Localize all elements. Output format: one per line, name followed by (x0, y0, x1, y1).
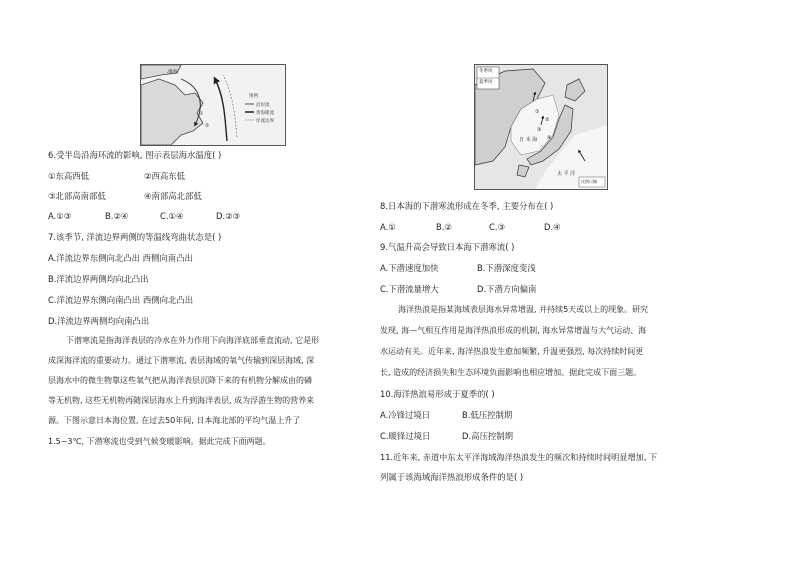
q8-choice-b: B.② (436, 222, 452, 232)
q6-choice-b: B.②④ (105, 211, 129, 221)
scale-note: 比例尺略 (581, 179, 597, 184)
q8-choice-d: D.④ (544, 222, 561, 232)
point-2: ② (545, 117, 550, 123)
japan-sea-map (474, 64, 608, 190)
q6-option-4: ④南部高北部低 (144, 191, 202, 201)
heatwave-passage-line-1: 海洋热浪是指某海域表层海水异常增温, 并持续5天或以上的现象。研究 (398, 305, 649, 314)
q11-stem-line-1: 11.近年来, 赤道中东太平洋海域海洋热浪发生的频次和持续时间明显增加, 下 (380, 452, 658, 462)
q10-option-d: D.高压控制期 (462, 431, 513, 441)
heatwave-passage-line-3: 水运动有关。近年来, 海洋热浪发生愈加频繁, 升温更强烈, 每次持续时间更 (380, 347, 644, 356)
japan-map-graphic (475, 65, 607, 189)
q9-option-b: B.下潜深度变浅 (477, 263, 536, 273)
japan-sea-label: 日 本 海 (519, 137, 538, 143)
q7-option-a: A.洋流边界东侧向北凸出 西侧向南凸出 (48, 253, 193, 263)
legend-item-coastal: 沿岸流 (256, 103, 270, 108)
q8-choice-a: A.① (380, 222, 396, 232)
q6-choice-a: A.①③ (48, 211, 72, 221)
q9-stem: 9.气温升高会导致日本海下潜寒流( ) (380, 242, 515, 252)
passage-line-3: 层海水中的微生物靠这些氧气把从海洋表层沉降下来的有机物分解成由的磷 (48, 376, 312, 385)
passage-line-1: 下潜寒流是指海洋表层的冷水在外力作用下向海洋底部垂直流动, 它是形 (66, 336, 320, 345)
q10-option-b: B.低压控制期 (462, 410, 513, 420)
heatwave-passage-line-2: 发现, 海—气相互作用是海洋热浪形成的机制, 海水异常增温与大气运动、海 (380, 326, 647, 335)
legend-item-boundary: 洋流边界 (256, 119, 274, 124)
peninsula-current-map (140, 64, 286, 146)
pacific-label: 太 平 洋 (557, 171, 576, 177)
point-4: ④ (547, 135, 552, 141)
passage-line-4: 等无机物, 这些无机物再随深层海水上升到海洋表层, 成为浮游生物的营养来 (48, 396, 315, 405)
q10-stem: 10.海洋热浪易形成于夏季的( ) (380, 389, 495, 399)
passage-line-6: 1.5~3℃, 下潜寒流也受到气候变暖影响。据此完成下面两题。 (48, 437, 271, 446)
q7-option-c: C.洋流边界东侧向南凸出 西侧向北凸出 (48, 295, 194, 305)
q6-stem: 6.受半岛沿海环流的影响, 图示表层海水温度( ) (48, 150, 222, 160)
marker-1: ① (199, 111, 204, 117)
q7-option-d: D.洋流边界两侧均向南凸出 (48, 316, 150, 326)
q6-choice-c: C.①④ (160, 211, 184, 221)
map-graphic (141, 65, 285, 145)
q8-stem: 8.日本海的下潜寒流形成在冬季, 主要分布在( ) (380, 201, 554, 211)
q7-stem: 7.该季节, 洋流边界两侧的等温线弯曲状态是( ) (48, 232, 222, 242)
point-3: ③ (537, 127, 542, 133)
q9-option-a: A.下潜速度加快 (380, 263, 439, 273)
heatwave-passage-line-4: 长, 造成的经济损失和生态环境负面影响也相应增加。据此完成下面三题。 (380, 368, 642, 377)
passage-line-5: 源。下图示意日本海位置, 在过去50年间, 日本海北部的平均气温上升了 (48, 416, 301, 425)
legend-item-warm: 黄海暖流 (256, 111, 274, 116)
q10-option-c: C.暖锋过境日 (380, 431, 431, 441)
passage-line-2: 成深海洋流的重要动力。通过下潜寒流, 表层海域的氧气传输到深层海域, 深 (48, 356, 315, 365)
legend-title: 图例 (249, 94, 258, 99)
legend-winter-monsoon: 冬季风 (479, 69, 493, 74)
legend-summer-monsoon: 夏季风 (479, 80, 493, 85)
q6-option-1: ①东高西低 (48, 171, 90, 181)
sea-label: 渤海 (167, 69, 178, 75)
q6-choice-d: D.②③ (216, 211, 241, 221)
q7-option-b: B.洋流边界两侧均向北凸出 (48, 274, 149, 284)
q8-choice-c: C.③ (489, 222, 506, 232)
q10-option-a: A.冷锋过境日 (380, 410, 431, 420)
q11-stem-line-2: 列属于该海域海洋热浪形成条件的是( ) (380, 472, 524, 482)
q6-option-3: ③北部高南部低 (48, 191, 106, 201)
q6-option-2: ②西高东低 (144, 171, 186, 181)
marker-2: ② (205, 123, 210, 129)
point-1: ① (535, 109, 540, 115)
q9-option-c: C.下潜流量增大 (380, 284, 439, 294)
q9-option-d: D.下潜方向偏南 (477, 284, 537, 294)
